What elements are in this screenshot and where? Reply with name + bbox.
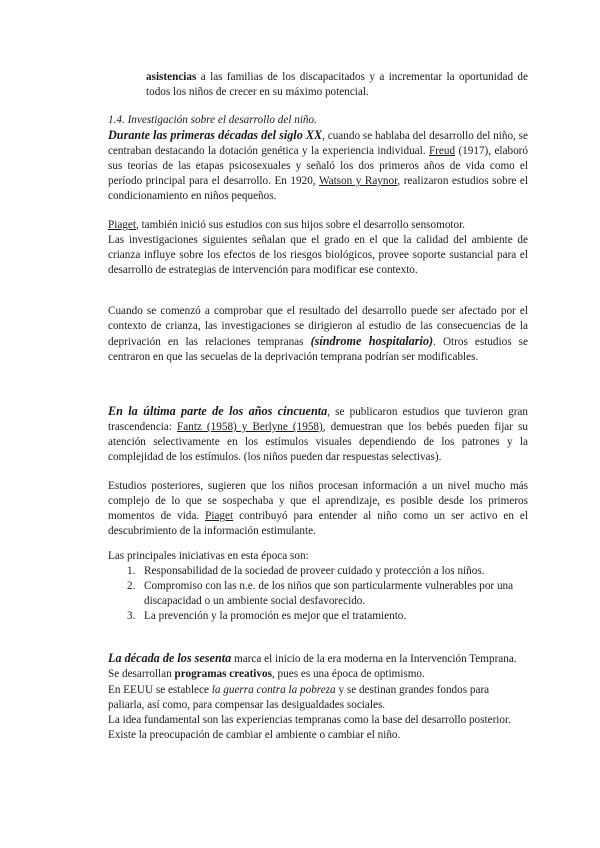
paragraph-piaget-line: [108, 218, 528, 233]
term-sindrome-hospitalario: (síndrome hospitalario): [310, 334, 434, 348]
paragraph-text: contribuyó para entender al niño como un ser activo en el descubrimiento de la información estimulante.: [108, 510, 528, 537]
list-item-text: Responsabilidad de la sociedad de proveer cuidado y protección a los niños.: [144, 565, 485, 577]
paragraph-text: a las familias de los discapacitados y a incrementar la oportunidad de todos los niños de crecer en su máximo potencial.: [146, 71, 528, 98]
paragraph-text: . Otros estudios se centraron en que las secuelas de la deprivación temprana podrían ser modificables.: [108, 336, 528, 363]
paragraph-fifties: [108, 404, 528, 465]
section-heading: 1.4. Investigación sobre el desarrollo del niño.: [108, 114, 317, 126]
paragraph-early-decades: [108, 128, 528, 204]
paragraph-text: , pues es una época de optimismo.: [271, 668, 425, 680]
author-piaget: Piaget: [108, 219, 136, 231]
paragraph-text: , se publicaron estudios que tuvieron gran trascendencia:: [108, 406, 528, 433]
list-item-text: Compromiso con las n.e. de los niños que son particularmente vulnerables por una discapacidad o un ambiente social desfavorecido.: [144, 580, 514, 607]
list-number: 1.: [127, 565, 136, 577]
paragraph-text: y se destinan grandes fondos para paliarla, así como, para compensar las desigualdades sociales.: [108, 684, 490, 711]
paragraph-text: Cuando se comenzó a comprobar que el resultado del desarrollo puede ser afectado por el contexto de crianza, las investigaciones se dirigieron al estudio de las consecuencias de la deprivación en las relaciones tempranas: [108, 305, 528, 348]
paragraph-text: (1917), elaboró sus teorías de las etapas psicosexuales y señaló los dos primeros años de vida como el período principal para el desarrollo. En 1920,: [108, 145, 528, 187]
list-item: [108, 579, 528, 609]
paragraph-sixties: [108, 651, 528, 682]
paragraph-assistances: [146, 70, 528, 100]
paragraph-text: Estudios posteriores, sugieren que los niños procesan información a un nivel mucho más complejo de lo que se sospechaba y que el aprendizaje, es posible desde los primeros momentos de vida.: [108, 480, 528, 522]
list-item-text: La prevención y la promoción es mejor que el tratamiento.: [144, 610, 407, 622]
bold-term: programas creativos: [174, 668, 272, 680]
paragraph-main-idea: La idea fundamental son las experiencias tempranas como la base del desarrollo posterior. Existe la preocupación de cambiar el ambiente o cambiar el niño.: [108, 714, 511, 741]
paragraph-text: , demuestran que los bebés pueden fijar su atención selectivamente en los estímulos visuales dependiendo de los patrones y la complejidad de los estímulos. (los niños pueden dar respuestas selectivas).: [108, 421, 528, 463]
paragraph-text: , cuando se hablaba del desarrollo del niño, se centraban destacando la dotación genética y la experiencia individual.: [108, 130, 528, 157]
list-item: [108, 609, 528, 624]
paragraph-text: , realizaron estudios sobre el condicionamiento en niños pequeños.: [108, 175, 529, 202]
author-fantz-berlyne: Fantz (1958) y Berlyne (1958): [177, 421, 323, 433]
author-piaget: Piaget: [205, 510, 234, 522]
list-number: 2.: [127, 580, 136, 592]
bold-term: asistencias: [146, 71, 197, 83]
author-watson-raynor: Watson y Raynor: [318, 175, 398, 187]
author-freud: Freud: [428, 145, 456, 157]
lead-phrase: En la última parte de los años cincuenta: [108, 404, 328, 418]
paragraph-text: marca el inicio de la era moderna en la Intervención Temprana. Se desarrollan: [108, 653, 517, 680]
list-item: [108, 564, 528, 579]
list-intro: Las principales iniciativas en esta época son:: [108, 550, 309, 562]
list-number: 3.: [127, 610, 136, 622]
paragraph-deprivation: [108, 304, 528, 365]
lead-phrase: Durante las primeras décadas del siglo XX: [108, 128, 323, 142]
paragraph-investigations: Las investigaciones siguientes señalan que el grado en el que la calidad del ambiente de crianza influye sobre los efectos de los riesgos biológicos, provee soporte sustancial para el desarrollo de estrategias de intervención para modificar ese contexto.: [108, 234, 528, 276]
paragraph-text: , también inició sus estudios con sus hijos sobre el desarrollo sensomotor.: [135, 219, 466, 231]
initiatives-list: [108, 564, 528, 624]
paragraph-text: En EEUU se establece: [108, 684, 212, 696]
italic-phrase: la guerra contra la pobreza: [211, 684, 336, 696]
paragraph-eeuu: [108, 683, 528, 713]
paragraph-later-studies: [108, 479, 528, 539]
lead-phrase: La década de los sesenta: [108, 651, 232, 665]
